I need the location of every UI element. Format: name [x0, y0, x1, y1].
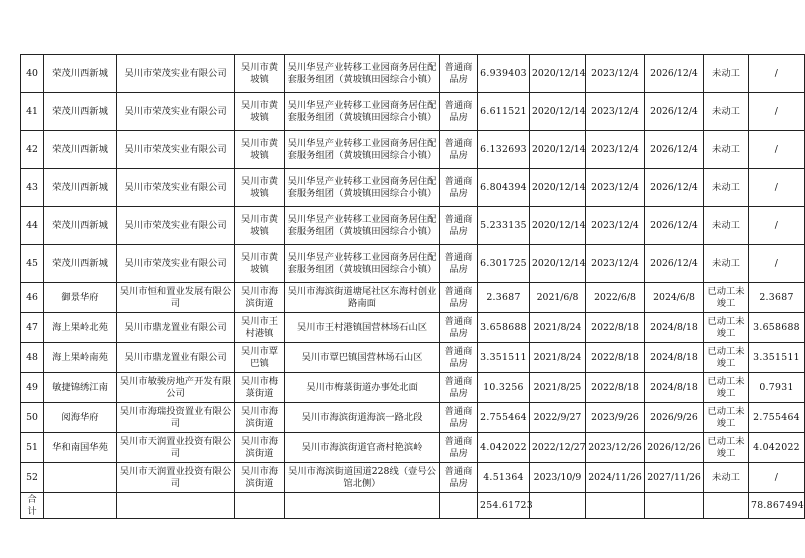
- status-cell: 未动工: [704, 207, 749, 245]
- total-blank-cell: [235, 493, 285, 519]
- area-cell: 5.233135: [478, 207, 530, 245]
- town-cell: 吴川市海滨街道: [235, 403, 285, 433]
- housing-type-cell: 普通商品房: [440, 403, 478, 433]
- town-cell: 吴川市黄坡镇: [235, 131, 285, 169]
- row-number-cell: 45: [21, 245, 44, 283]
- row-number-cell: 47: [21, 313, 44, 343]
- project-name-cell: 荣茂川西新城: [44, 93, 117, 131]
- total-blank-cell: [645, 493, 704, 519]
- project-name-cell: 海上果岭南苑: [44, 343, 117, 373]
- housing-type-cell: 普通商品房: [440, 207, 478, 245]
- housing-type-cell: 普通商品房: [440, 55, 478, 93]
- area-cell: 6.611521: [478, 93, 530, 131]
- project-name-cell: 荣茂川西新城: [44, 245, 117, 283]
- row-number-cell: 48: [21, 343, 44, 373]
- sign-date-cell: 2021/8/25: [530, 373, 586, 403]
- area-cell: 10.3256: [478, 373, 530, 403]
- value-cell: 2.3687: [749, 283, 805, 313]
- company-cell: 吴川市敏骏房地产开发有限公司: [117, 373, 235, 403]
- value-cell: /: [749, 131, 805, 169]
- total-blank-cell: [586, 493, 645, 519]
- town-cell: 吴川市黄坡镇: [235, 169, 285, 207]
- total-blank-cell: [117, 493, 235, 519]
- sign-date-cell: 2020/12/14: [530, 55, 586, 93]
- company-cell: 吴川市荣茂实业有限公司: [117, 245, 235, 283]
- location-cell: 吴川市海滨街道国道228线（壹号公馆北侧）: [285, 463, 440, 493]
- table-row: [21, 283, 805, 313]
- housing-type-cell: 普通商品房: [440, 373, 478, 403]
- value-cell: 3.658688: [749, 313, 805, 343]
- housing-type-cell: 普通商品房: [440, 131, 478, 169]
- status-cell: 已动工未竣工: [704, 283, 749, 313]
- start-date-cell: 2022/8/18: [586, 313, 645, 343]
- area-cell: 6.804394: [478, 169, 530, 207]
- location-cell: 吴川市王村港镇国营林场石山区: [285, 313, 440, 343]
- table-row: [21, 169, 805, 207]
- value-cell: /: [749, 463, 805, 493]
- finish-date-cell: 2024/8/18: [645, 313, 704, 343]
- value-cell: 3.351511: [749, 343, 805, 373]
- table-row: [21, 245, 805, 283]
- area-cell: 4.51364: [478, 463, 530, 493]
- value-cell: /: [749, 169, 805, 207]
- sign-date-cell: 2023/10/9: [530, 463, 586, 493]
- town-cell: 吴川市黄坡镇: [235, 245, 285, 283]
- row-number-cell: 51: [21, 433, 44, 463]
- company-cell: 吴川市荣茂实业有限公司: [117, 169, 235, 207]
- location-cell: 吴川市梅菉街道办事处北面: [285, 373, 440, 403]
- value-cell: 2.755464: [749, 403, 805, 433]
- town-cell: 吴川市海滨街道: [235, 283, 285, 313]
- finish-date-cell: 2026/9/26: [645, 403, 704, 433]
- table-row: [21, 55, 805, 93]
- start-date-cell: 2023/12/4: [586, 131, 645, 169]
- sign-date-cell: 2020/12/14: [530, 245, 586, 283]
- start-date-cell: 2024/11/26: [586, 463, 645, 493]
- project-name-cell: 阅海华府: [44, 403, 117, 433]
- table-row: [21, 433, 805, 463]
- company-cell: 吴川市天润置业投资有限公司: [117, 463, 235, 493]
- value-cell: /: [749, 93, 805, 131]
- town-cell: 吴川市王村港镇: [235, 313, 285, 343]
- finish-date-cell: 2027/11/26: [645, 463, 704, 493]
- housing-type-cell: 普通商品房: [440, 313, 478, 343]
- location-cell: 吴川华昱产业转移工业园商务居住配套服务组团（黄坡镇田园综合小镇）: [285, 169, 440, 207]
- start-date-cell: 2023/12/4: [586, 207, 645, 245]
- area-cell: 6.939403: [478, 55, 530, 93]
- start-date-cell: 2023/12/26: [586, 433, 645, 463]
- row-number-cell: 52: [21, 463, 44, 493]
- project-name-cell: 御景华府: [44, 283, 117, 313]
- finish-date-cell: 2026/12/4: [645, 131, 704, 169]
- status-cell: 未动工: [704, 245, 749, 283]
- table-row: [21, 403, 805, 433]
- status-cell: 已动工未竣工: [704, 403, 749, 433]
- total-blank-cell: [440, 493, 478, 519]
- company-cell: 吴川市恒和置业发展有限公司: [117, 283, 235, 313]
- total-value: 78.867494: [749, 493, 805, 519]
- finish-date-cell: 2026/12/4: [645, 245, 704, 283]
- location-cell: 吴川市海滨街道塘尾社区东海村创业路南面: [285, 283, 440, 313]
- finish-date-cell: 2024/8/18: [645, 373, 704, 403]
- project-name-cell: 荣茂川西新城: [44, 131, 117, 169]
- area-cell: 6.301725: [478, 245, 530, 283]
- value-cell: /: [749, 245, 805, 283]
- town-cell: 吴川市梅菉街道: [235, 373, 285, 403]
- status-cell: 已动工未竣工: [704, 373, 749, 403]
- town-cell: 吴川市黄坡镇: [235, 55, 285, 93]
- town-cell: 吴川市覃巴镇: [235, 343, 285, 373]
- project-name-cell: 海上果岭北苑: [44, 313, 117, 343]
- company-cell: 吴川市鼎龙置业有限公司: [117, 343, 235, 373]
- project-name-cell: 华和南国华苑: [44, 433, 117, 463]
- housing-type-cell: 普通商品房: [440, 433, 478, 463]
- value-cell: 4.042022: [749, 433, 805, 463]
- sign-date-cell: 2020/12/14: [530, 207, 586, 245]
- finish-date-cell: 2026/12/4: [645, 55, 704, 93]
- area-cell: 4.042022: [478, 433, 530, 463]
- table-row: [21, 463, 805, 493]
- start-date-cell: 2023/12/4: [586, 169, 645, 207]
- row-number-cell: 40: [21, 55, 44, 93]
- status-cell: 已动工未竣工: [704, 313, 749, 343]
- finish-date-cell: 2026/12/4: [645, 93, 704, 131]
- housing-type-cell: 普通商品房: [440, 93, 478, 131]
- sign-date-cell: 2022/9/27: [530, 403, 586, 433]
- location-cell: 吴川华昱产业转移工业园商务居住配套服务组团（黄坡镇田园综合小镇）: [285, 55, 440, 93]
- town-cell: 吴川市黄坡镇: [235, 93, 285, 131]
- sign-date-cell: 2020/12/14: [530, 93, 586, 131]
- total-blank-cell: [285, 493, 440, 519]
- housing-type-cell: 普通商品房: [440, 343, 478, 373]
- housing-type-cell: 普通商品房: [440, 245, 478, 283]
- status-cell: 未动工: [704, 55, 749, 93]
- project-name-cell: 荣茂川西新城: [44, 55, 117, 93]
- status-cell: 已动工未竣工: [704, 343, 749, 373]
- table-body: [21, 55, 805, 493]
- project-name-cell: 荣茂川西新城: [44, 169, 117, 207]
- location-cell: 吴川华昱产业转移工业园商务居住配套服务组团（黄坡镇田园综合小镇）: [285, 207, 440, 245]
- status-cell: 已动工未竣工: [704, 433, 749, 463]
- start-date-cell: 2022/8/18: [586, 373, 645, 403]
- sign-date-cell: 2021/8/24: [530, 343, 586, 373]
- area-cell: 2.3687: [478, 283, 530, 313]
- table-row: [21, 207, 805, 245]
- company-cell: 吴川市天润置业投资有限公司: [117, 433, 235, 463]
- table-row: [21, 131, 805, 169]
- finish-date-cell: 2024/6/8: [645, 283, 704, 313]
- value-cell: 0.7931: [749, 373, 805, 403]
- company-cell: 吴川市荣茂实业有限公司: [117, 93, 235, 131]
- row-number-cell: 50: [21, 403, 44, 433]
- total-blank-cell: [704, 493, 749, 519]
- town-cell: 吴川市海滨街道: [235, 463, 285, 493]
- location-cell: 吴川华昱产业转移工业园商务居住配套服务组团（黄坡镇田园综合小镇）: [285, 131, 440, 169]
- company-cell: 吴川市鼎龙置业有限公司: [117, 313, 235, 343]
- housing-type-cell: 普通商品房: [440, 463, 478, 493]
- total-area: 254.61723: [478, 493, 530, 519]
- value-cell: /: [749, 55, 805, 93]
- company-cell: 吴川市荣茂实业有限公司: [117, 55, 235, 93]
- start-date-cell: 2023/12/4: [586, 245, 645, 283]
- finish-date-cell: 2026/12/4: [645, 207, 704, 245]
- status-cell: 未动工: [704, 131, 749, 169]
- row-number-cell: 42: [21, 131, 44, 169]
- project-name-cell: 敏捷锦绣江南: [44, 373, 117, 403]
- sign-date-cell: 2020/12/14: [530, 169, 586, 207]
- start-date-cell: 2022/8/18: [586, 343, 645, 373]
- total-blank-cell: [530, 493, 586, 519]
- housing-type-cell: 普通商品房: [440, 283, 478, 313]
- project-name-cell: 荣茂川西新城: [44, 207, 117, 245]
- value-cell: /: [749, 207, 805, 245]
- sign-date-cell: 2021/8/24: [530, 313, 586, 343]
- status-cell: 未动工: [704, 463, 749, 493]
- location-cell: 吴川华昱产业转移工业园商务居住配套服务组团（黄坡镇田园综合小镇）: [285, 93, 440, 131]
- table-row: [21, 93, 805, 131]
- start-date-cell: 2023/12/4: [586, 93, 645, 131]
- table-row: [21, 373, 805, 403]
- land-supply-table: [20, 54, 805, 519]
- start-date-cell: 2022/6/8: [586, 283, 645, 313]
- project-name-cell: [44, 463, 117, 493]
- sign-date-cell: 2022/12/27: [530, 433, 586, 463]
- company-cell: 吴川市海瑞投资置业有限公司: [117, 403, 235, 433]
- status-cell: 未动工: [704, 93, 749, 131]
- sign-date-cell: 2021/6/8: [530, 283, 586, 313]
- location-cell: 吴川市覃巴镇国营林场石山区: [285, 343, 440, 373]
- company-cell: 吴川市荣茂实业有限公司: [117, 207, 235, 245]
- row-number-cell: 41: [21, 93, 44, 131]
- finish-date-cell: 2026/12/26: [645, 433, 704, 463]
- housing-type-cell: 普通商品房: [440, 169, 478, 207]
- area-cell: 3.658688: [478, 313, 530, 343]
- finish-date-cell: 2026/12/4: [645, 169, 704, 207]
- table-row: [21, 313, 805, 343]
- start-date-cell: 2023/9/26: [586, 403, 645, 433]
- town-cell: 吴川市黄坡镇: [235, 207, 285, 245]
- sign-date-cell: 2020/12/14: [530, 131, 586, 169]
- area-cell: 2.755464: [478, 403, 530, 433]
- status-cell: 未动工: [704, 169, 749, 207]
- total-label: 合计: [21, 493, 44, 519]
- total-row: [21, 493, 805, 519]
- location-cell: 吴川市海滨街道官斋村艳滨岭: [285, 433, 440, 463]
- row-number-cell: 44: [21, 207, 44, 245]
- total-blank-cell: [44, 493, 117, 519]
- row-number-cell: 43: [21, 169, 44, 207]
- finish-date-cell: 2024/8/18: [645, 343, 704, 373]
- row-number-cell: 46: [21, 283, 44, 313]
- start-date-cell: 2023/12/4: [586, 55, 645, 93]
- area-cell: 6.132693: [478, 131, 530, 169]
- table-row: [21, 343, 805, 373]
- location-cell: 吴川市海滨街道海滨一路北段: [285, 403, 440, 433]
- area-cell: 3.351511: [478, 343, 530, 373]
- town-cell: 吴川市海滨街道: [235, 433, 285, 463]
- location-cell: 吴川华昱产业转移工业园商务居住配套服务组团（黄坡镇田园综合小镇）: [285, 245, 440, 283]
- row-number-cell: 49: [21, 373, 44, 403]
- company-cell: 吴川市荣茂实业有限公司: [117, 131, 235, 169]
